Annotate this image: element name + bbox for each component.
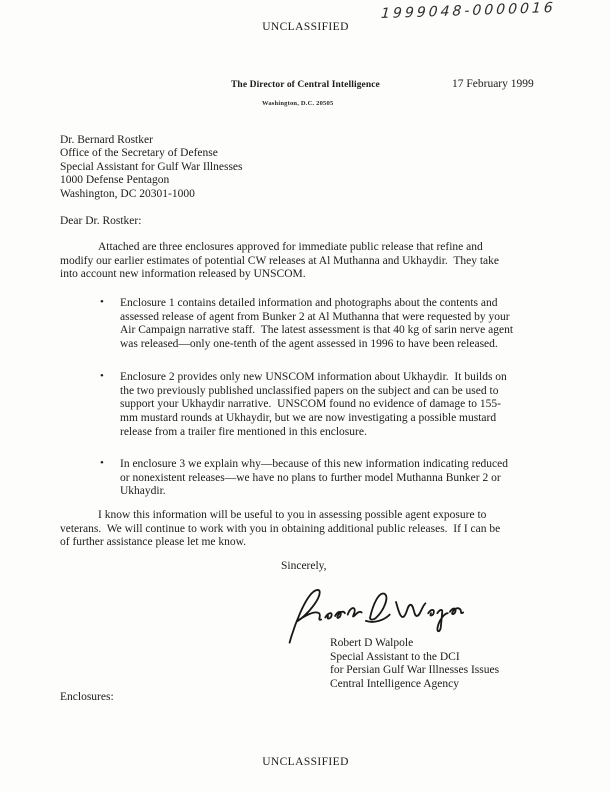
closing-paragraph [60,509,500,550]
salutation: Dear Dr. Rostker: [60,215,142,227]
bullet-line: Air Campaign narrative staff. The latest assessment is that 40 kg of sarin nerve agent [120,324,514,337]
bullet-icon: • [100,296,104,308]
bullet-line: Enclosure 1 contains detailed information and photographs about the contents and [120,297,498,309]
signer-title-line: for Persian Gulf War Illnesses Issues [330,664,500,677]
bullet-line: In enclosure 3 we explain why—because of this new information indicating reduced [120,458,509,470]
handwritten-document-number: 1999048-0000016 [380,0,557,23]
recipient-line: Washington, DC 20301-1000 [60,187,195,200]
bullet-line: Enclosure 2 provides only new UNSCOM information about Ukhaydir. It builds on [120,371,507,383]
recipient-address-block [60,134,243,201]
bullet-line: release from a trailer fire mentioned in this enclosure. [120,425,367,438]
bullet-item-enclosure-2 [100,370,507,440]
recipient-line: 1000 Defense Pentagon [60,174,170,187]
enclosures-label: Enclosures: [60,691,114,703]
recipient-line: Special Assistant for Gulf War Illnesses [60,160,243,173]
recipient-line: Office of the Secretary of Defense [60,147,218,160]
signer-title-line: Special Assistant to the DCI [330,650,460,663]
opening-paragraph [60,241,499,282]
paragraph-line: veterans. We will continue to work with you in obtaining additional public releases. If I can be [60,522,501,535]
paragraph-line: modify our earlier estimates of potential CW releases at Al Muthanna and Ukhaydir. They take [60,254,500,267]
bullet-line: was released—only one-tenth of the agent assessed in 1996 to have been released. [120,338,498,351]
bullet-item-enclosure-1 [100,296,514,352]
bullet-item-enclosure-3 [100,457,509,499]
signature-block [330,637,499,691]
bullet-line: the two previously published unclassified papers on the subject and can be used to [120,384,499,397]
recipient-line: Dr. Bernard Rostker [60,134,153,146]
bullet-line: mm mustard rounds at Ukhaydir, but we are now investigating a possible mustard [120,412,497,425]
bullet-line: support your Ukhaydir narrative. UNSCOM found no evidence of damage to 155- [120,398,502,411]
paragraph-line: Attached are three enclosures approved for immediate public release that refine and [98,241,483,253]
bullet-icon: • [100,370,104,382]
signer-title-line: Central Intelligence Agency [330,677,460,690]
paragraph-line: of further assistance please let me know. [60,536,247,549]
letter-date: 17 February 1999 [452,78,534,90]
letterhead-title: The Director of Central Intelligence [231,80,380,90]
bullet-line: assessed release of agent from Bunker 2 at Al Muthanna that were requested by your [120,310,510,323]
bullet-line: Ukhaydir. [120,485,166,498]
paragraph-line: into account new information released by UNSCOM. [60,268,306,281]
signer-name: Robert D Walpole [330,637,414,649]
paragraph-line: I know this information will be useful to you in assessing possible agent exposure to [98,509,487,521]
valediction: Sincerely, [281,560,327,572]
classification-footer: UNCLASSIFIED [262,756,349,768]
bullet-icon: • [100,457,104,469]
letterhead-address: Washington, D.C. 20505 [262,100,334,107]
classification-header: UNCLASSIFIED [262,21,349,33]
bullet-line: or nonexistent releases—we have no plans to further model Muthanna Bunker 2 or [120,471,501,484]
